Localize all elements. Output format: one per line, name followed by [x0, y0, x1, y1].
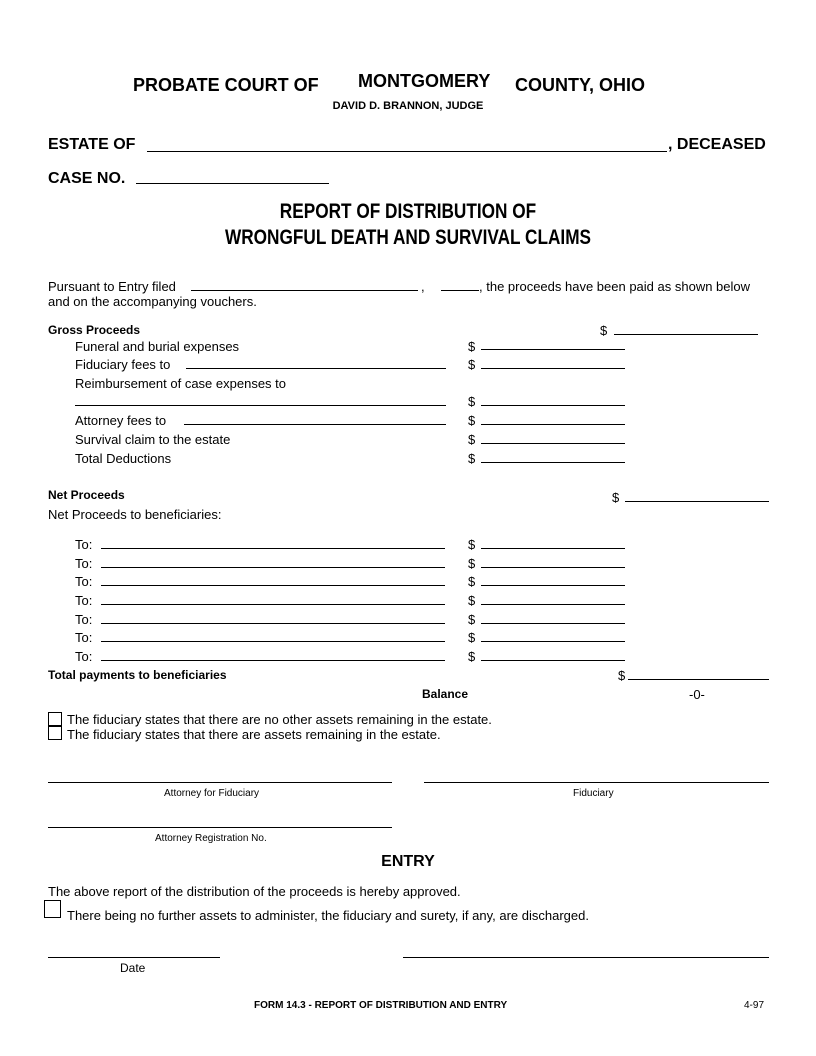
- fiduciary-fees-amount[interactable]: [481, 368, 625, 369]
- survival-claim-label: Survival claim to the estate: [75, 432, 231, 447]
- attorney-fees-payee[interactable]: [184, 424, 446, 425]
- beneficiary-amount-field[interactable]: [481, 623, 625, 624]
- pursuant-text: Pursuant to Entry filed: [48, 279, 176, 294]
- beneficiary-dollar-sign: $: [468, 630, 476, 645]
- beneficiary-name-field[interactable]: [101, 660, 445, 661]
- beneficiary-amount-field[interactable]: [481, 567, 625, 568]
- beneficiary-dollar-sign: $: [468, 593, 476, 608]
- gross-proceeds-label: Gross Proceeds: [48, 323, 141, 337]
- beneficiary-to-label: To:: [75, 537, 93, 552]
- reimbursement-amount[interactable]: [481, 405, 625, 406]
- form-footer: FORM 14.3 - REPORT OF DISTRIBUTION AND ENTRY: [254, 1000, 508, 1011]
- estate-name-field[interactable]: [147, 151, 667, 152]
- entry-filed-field[interactable]: [191, 290, 418, 291]
- beneficiary-dollar-sign: $: [468, 574, 476, 589]
- discharged-text: There being no further assets to administer, the fiduciary and surety, if any, are discharged.: [67, 908, 589, 923]
- report-title-line1: REPORT OF DISTRIBUTION OF: [279, 200, 537, 223]
- beneficiary-name-field[interactable]: [101, 604, 445, 605]
- beneficiary-name-field[interactable]: [101, 585, 445, 586]
- assets-remaining-checkbox[interactable]: [48, 726, 62, 740]
- fiduciary-fees-label: Fiduciary fees to: [75, 357, 171, 372]
- beneficiary-name-field[interactable]: [101, 623, 445, 624]
- reimbursement-payee[interactable]: [75, 405, 446, 406]
- attorney-dollar-sign: $: [468, 413, 476, 428]
- beneficiary-amount-field[interactable]: [481, 548, 625, 549]
- date-label: Date: [120, 961, 146, 975]
- deductions-dollar-sign: $: [468, 451, 476, 466]
- attorney-fees-label: Attorney fees to: [75, 413, 167, 428]
- registration-no-line[interactable]: [48, 827, 392, 828]
- attorney-fees-amount[interactable]: [481, 424, 625, 425]
- reimbursement-dollar-sign: $: [468, 394, 476, 409]
- assets-remaining-text: The fiduciary states that there are assets remaining in the estate.: [67, 727, 441, 742]
- attorney-for-fiduciary-label: Attorney for Fiduciary: [164, 788, 260, 799]
- gross-dollar-sign: $: [600, 323, 608, 338]
- beneficiary-to-label: To:: [75, 574, 93, 589]
- estate-of-label: ESTATE OF: [48, 136, 136, 153]
- county-name: MONTGOMERY: [358, 71, 491, 91]
- total-deductions-amount[interactable]: [481, 462, 625, 463]
- court-prefix: PROBATE COURT OF: [133, 75, 319, 95]
- proceeds-text: , the proceeds have been paid as shown below: [479, 279, 751, 294]
- fiduciary-dollar-sign: $: [468, 357, 476, 372]
- beneficiary-dollar-sign: $: [468, 556, 476, 571]
- funeral-amount[interactable]: [481, 349, 625, 350]
- beneficiary-to-label: To:: [75, 612, 93, 627]
- total-payments-label: Total payments to beneficiaries: [48, 668, 227, 682]
- net-proceeds-label: Net Proceeds: [48, 488, 125, 502]
- attorney-signature-line[interactable]: [48, 782, 392, 783]
- beneficiary-name-field[interactable]: [101, 548, 445, 549]
- case-no-field[interactable]: [136, 183, 329, 184]
- beneficiary-amount-field[interactable]: [481, 604, 625, 605]
- discharged-checkbox[interactable]: [44, 900, 61, 918]
- net-proceeds-amount[interactable]: [625, 501, 769, 502]
- beneficiary-name-field[interactable]: [101, 641, 445, 642]
- deceased-label: , DECEASED: [668, 136, 766, 153]
- total-dollar-sign: $: [618, 668, 626, 683]
- report-title-line2: WRONGFUL DEATH AND SURVIVAL CLAIMS: [224, 226, 592, 249]
- total-payments-amount[interactable]: [628, 679, 769, 680]
- beneficiary-to-label: To:: [75, 593, 93, 608]
- beneficiary-dollar-sign: $: [468, 537, 476, 552]
- court-suffix: COUNTY, OHIO: [515, 75, 646, 95]
- balance-value: -0-: [689, 687, 705, 702]
- judge-signature-line[interactable]: [403, 957, 769, 958]
- approved-text: The above report of the distribution of the proceeds is hereby approved.: [48, 884, 461, 899]
- pursuant-comma: ,: [421, 279, 425, 294]
- entry-heading: ENTRY: [381, 853, 435, 870]
- fiduciary-fees-payee[interactable]: [186, 368, 446, 369]
- registration-no-label: Attorney Registration No.: [155, 833, 267, 844]
- survival-dollar-sign: $: [468, 432, 476, 447]
- fiduciary-signature-line[interactable]: [424, 782, 769, 783]
- date-line[interactable]: [48, 957, 220, 958]
- case-no-label: CASE NO.: [48, 170, 126, 187]
- beneficiary-to-label: To:: [75, 630, 93, 645]
- no-assets-text: The fiduciary states that there are no other assets remaining in the estate.: [67, 712, 492, 727]
- entry-year-field[interactable]: [441, 290, 479, 291]
- fiduciary-label: Fiduciary: [573, 788, 614, 799]
- funeral-expenses-label: Funeral and burial expenses: [75, 339, 240, 354]
- reimbursement-label: Reimbursement of case expenses to: [75, 376, 286, 391]
- beneficiary-name-field[interactable]: [101, 567, 445, 568]
- beneficiary-dollar-sign: $: [468, 649, 476, 664]
- beneficiary-to-label: To:: [75, 556, 93, 571]
- beneficiary-to-label: To:: [75, 649, 93, 664]
- beneficiary-amount-field[interactable]: [481, 641, 625, 642]
- beneficiary-amount-field[interactable]: [481, 660, 625, 661]
- form-revision: 4-97: [744, 1000, 765, 1011]
- no-assets-checkbox[interactable]: [48, 712, 62, 726]
- survival-claim-amount[interactable]: [481, 443, 625, 444]
- balance-label: Balance: [422, 687, 469, 701]
- net-beneficiaries-label: Net Proceeds to beneficiaries:: [48, 507, 222, 522]
- net-dollar-sign: $: [612, 490, 620, 505]
- judge-name: DAVID D. BRANNON, JUDGE: [332, 100, 484, 112]
- beneficiary-amount-field[interactable]: [481, 585, 625, 586]
- vouchers-text: and on the accompanying vouchers.: [48, 294, 257, 309]
- gross-proceeds-amount[interactable]: [614, 334, 758, 335]
- total-deductions-label: Total Deductions: [75, 451, 172, 466]
- funeral-dollar-sign: $: [468, 339, 476, 354]
- beneficiary-dollar-sign: $: [468, 612, 476, 627]
